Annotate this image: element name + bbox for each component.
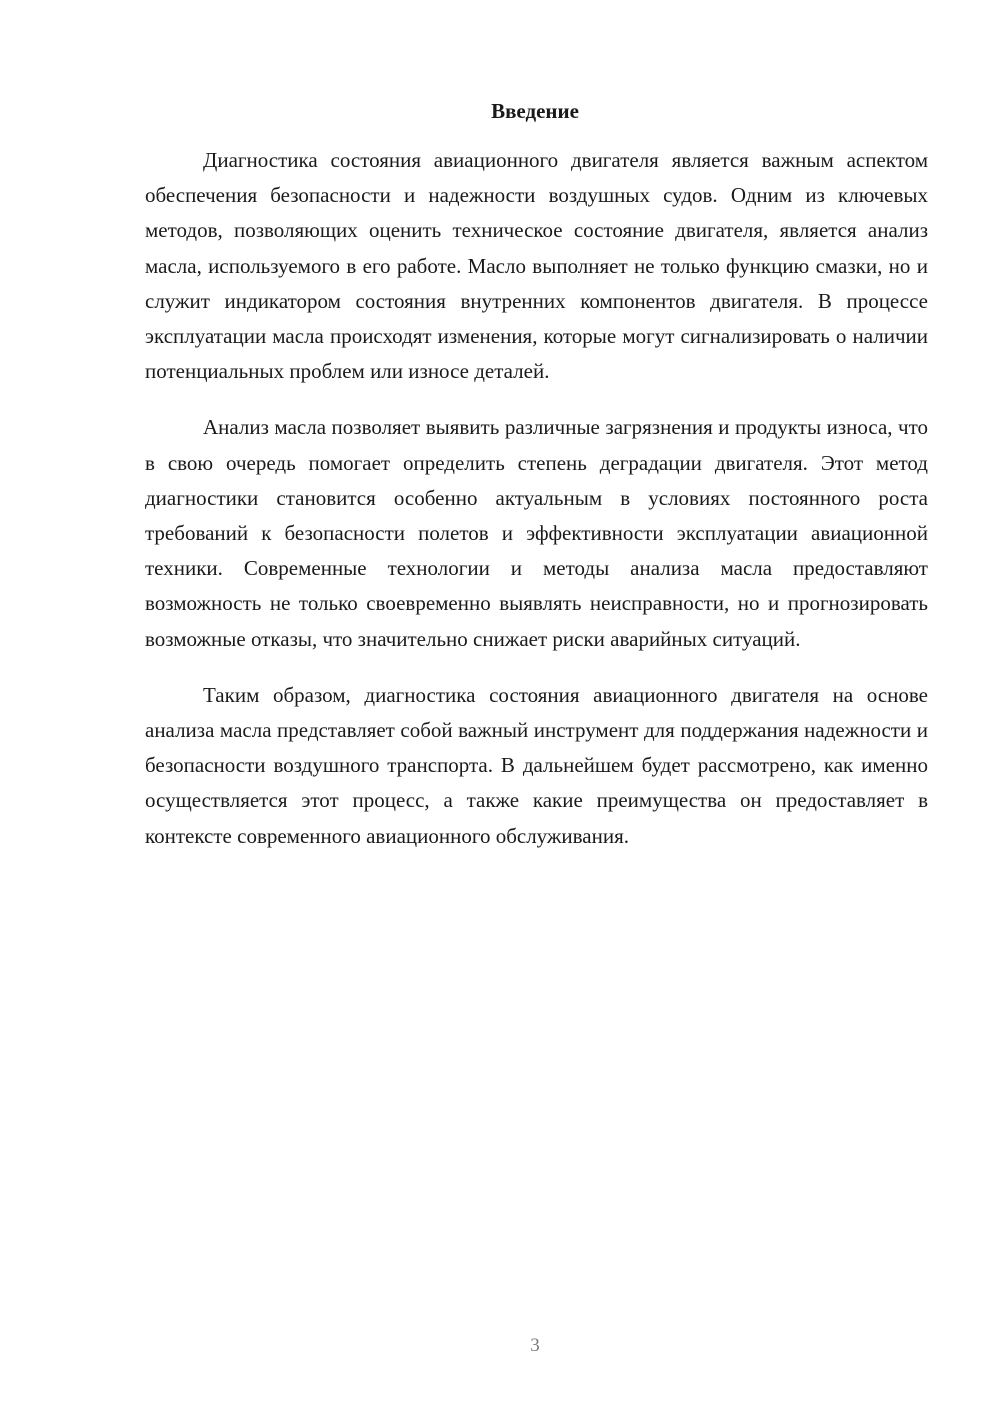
page-number: 3 [530,1335,540,1356]
section-heading: Введение [491,99,579,123]
body-text [145,143,928,875]
paragraph-1: Диагностика состояния авиационного двигателя является важным аспектом обеспечения безопасности и надежности воздушных судов. Одним из ключевых методов, позволяющих оценить техническое состояние двигателя, является анализ масла, используемого в его работе. Масло выполняет не только функцию смазки, но и служит индикатором состояния внутренних компонентов двигателя. В процессе эксплуатации масла происходят изменения, которые могут сигнализировать о наличии потенциальных проблем или износе деталей. [145,148,928,384]
paragraph-3: Таким образом, диагностика состояния авиационного двигателя на основе анализа масла представляет собой важный инструмент для поддержания надежности и безопасности воздушного транспорта. В дальнейшем будет рассмотрено, как именно осуществляется этот процесс, а также какие преимущества он предоставляет в контексте современного авиационного обслуживания. [145,682,928,848]
paragraph-2: Анализ масла позволяет выявить различные загрязнения и продукты износа, что в свою очередь помогает определить степень деградации двигателя. Этот метод диагностики становится особенно актуальным в условиях постоянного роста требований к безопасности полетов и эффективности эксплуатации авиационной техники. Современные технологии и методы анализа масла предоставляют возможность не только своевременно выявлять неисправности, но и прогнозировать возможные отказы, что значительно снижает риски аварийных ситуаций. [145,415,928,651]
